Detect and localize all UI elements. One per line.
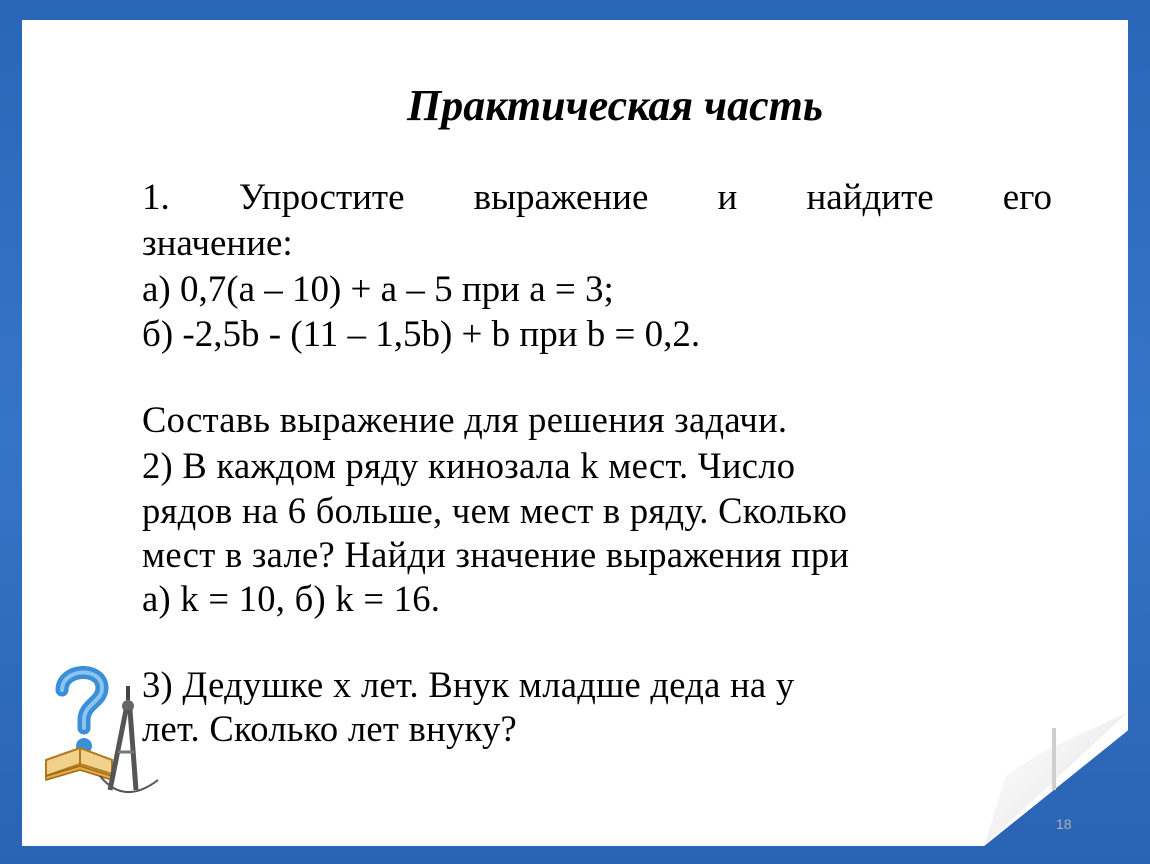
task3-line: лет. Сколько лет внуку? [142, 708, 518, 749]
task2-intro: Составь выражение для решения задачи. [142, 399, 788, 440]
task1-item-a: а) 0,7(а – 10) + а – 5 при а = 3; [142, 269, 614, 310]
task1-word: и [717, 177, 738, 218]
task2-line: 2) В каждом ряду кинозала k мест. Число [142, 445, 796, 486]
question-mark-book-compass-icon [40, 656, 170, 796]
task1-word: Упростите [238, 177, 405, 218]
task2-line: рядов на 6 больше, чем мест в ряду. Сколько [142, 490, 848, 531]
task3-line: 3) Дедушке х лет. Внук младше деда на у [142, 664, 795, 705]
task1-header-cont: значение: [142, 223, 293, 264]
task1-word: выражение [473, 177, 649, 218]
task2-line: а) k = 10, б) k = 16. [142, 578, 441, 619]
task2-line: мест в зале? Найди значение выражения при [142, 534, 850, 575]
slide-title: Практическая часть [406, 81, 824, 130]
task1-header [142, 176, 1052, 219]
page-curl-shadow [1052, 728, 1056, 790]
task1-word: найдите [806, 177, 934, 218]
page-number: 18 [1056, 816, 1072, 832]
task1-item-b: б) -2,5b - (11 – 1,5b) + b при b = 0,2. [142, 314, 701, 355]
task1-word: его [1002, 177, 1052, 218]
task1-word: 1. [142, 177, 170, 218]
